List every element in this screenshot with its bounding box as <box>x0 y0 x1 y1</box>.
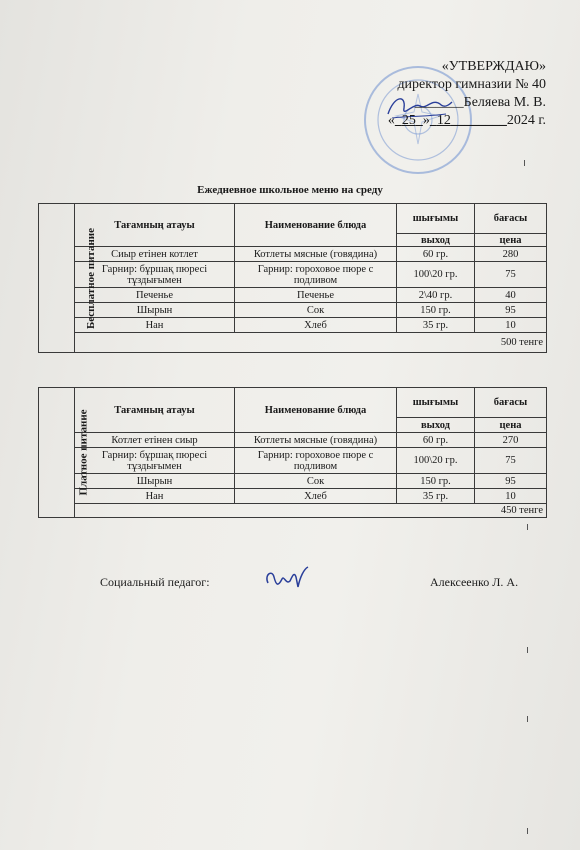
edge-mark <box>524 160 525 166</box>
edge-mark <box>527 716 528 722</box>
table-row: Нан Хлеб 35 гр. 10 <box>39 318 547 333</box>
header-row <box>39 388 547 418</box>
total-row <box>39 504 547 518</box>
free-menu-total: 500 тенге <box>75 333 547 353</box>
free-menu-label: Бесплатное питание <box>39 204 75 353</box>
table-row: Шырын Сок 150 гр. 95 <box>39 303 547 318</box>
col-ru-price: цена <box>475 418 547 433</box>
approval-position: директор гимназии № 40 <box>397 77 546 92</box>
table-row: Сиыр етінен котлет Котлеты мясные (говядина) 60 гр. 280 <box>39 247 547 262</box>
total-row <box>39 333 547 353</box>
edge-mark <box>527 828 528 834</box>
table-row: Печенье Печенье 2\40 гр. 40 <box>39 288 547 303</box>
table-row: Котлет етінен сиыр Котлеты мясные (говядина) 60 гр. 270 <box>39 433 547 448</box>
table-row: Гарнир: бұршақ пюресі тұздығымен Гарнир: гороховое пюре с подливом 100\20 гр. 75 <box>39 448 547 474</box>
approval-block <box>388 58 546 130</box>
col-ru-yield: выход <box>397 418 475 433</box>
footer-role: Социальный педагог: <box>100 575 210 589</box>
approval-month: 12________ <box>436 113 507 128</box>
col-kz-name: Тағамның атауы <box>75 204 235 247</box>
header-row <box>39 204 547 234</box>
pedagogue-signature <box>262 563 314 593</box>
paid-menu-label: Платное питание <box>39 388 75 518</box>
col-kz-yield: шығымы <box>397 388 475 418</box>
edge-mark <box>527 524 528 530</box>
page-title: Ежедневное школьное меню на среду <box>197 184 383 196</box>
col-kz-price: бағасы <box>475 388 547 418</box>
table-row: Шырын Сок 150 гр. 95 <box>39 474 547 489</box>
col-ru-name: Наименование блюда <box>235 204 397 247</box>
col-kz-name: Тағамның атауы <box>75 388 235 433</box>
col-kz-yield: шығымы <box>397 204 475 234</box>
col-kz-price: бағасы <box>475 204 547 234</box>
footer-name: Алексеенко Л. А. <box>430 575 519 589</box>
col-ru-price: цена <box>475 234 547 247</box>
table-row: Нан Хлеб 35 гр. 10 <box>39 489 547 504</box>
paid-menu-total: 450 тенге <box>75 504 547 518</box>
approval-heading: «УТВЕРЖДАЮ» <box>441 59 546 74</box>
col-ru-yield: выход <box>397 234 475 247</box>
edge-mark <box>527 647 528 653</box>
approval-name-line: _______Беляева М. В. <box>414 95 546 110</box>
approval-day: 25 <box>401 113 416 128</box>
free-menu-table <box>38 203 547 353</box>
paid-menu-table <box>38 387 547 518</box>
approval-year: 2024 г. <box>506 113 546 128</box>
col-ru-name: Наименование блюда <box>235 388 397 433</box>
approval-date: « 25 » 12________2024 г. <box>387 113 546 128</box>
table-row: Гарнир: бұршақ пюресі тұздығымен Гарнир: гороховое пюре с подливом 100\20 гр. 75 <box>39 262 547 288</box>
approval-name: Беляева М. В. <box>463 95 546 110</box>
